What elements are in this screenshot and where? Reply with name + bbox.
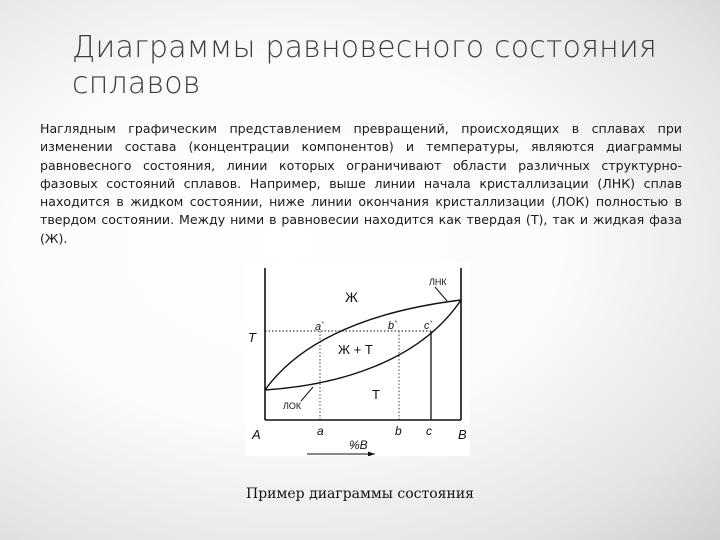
slide-paragraph: Наглядным графическим представлением превращений, происходящих в сплавах при изменении состава (концентрации компонентов) и температуры, являются диаграммы равновесного состояния, линии которых ограничивают области различных структурно-фазовых состояний сплавов. Например, выше линии начала кристаллизации (ЛНК) сплав находится в жидком состоянии, ниже линии окончания кристаллизации (ЛОК) полностью в твердом состоянии. Между ними в равновесии находится как твердая (Т), так и жидкая фаза (Ж).: [40, 121, 682, 246]
axis-point-c: c: [426, 424, 432, 438]
phase-diagram: [245, 263, 470, 456]
solidus-label: ЛОК: [283, 401, 302, 411]
point-a-upper-label: a`: [315, 321, 325, 333]
solidus-leader: [301, 387, 313, 401]
region-solid-label: Т: [372, 387, 380, 402]
liquidus-label: ЛНК: [429, 277, 447, 287]
slide-title: Диаграммы равновесного состояния сплавов: [72, 30, 657, 101]
component-a-label: A: [252, 427, 261, 442]
phase-diagram-figure: [245, 263, 470, 456]
arrowhead-icon: [368, 452, 375, 457]
liquidus-leader: [435, 287, 447, 301]
region-two-phase-label: Ж + Т: [338, 342, 373, 357]
axis-point-b: b: [395, 424, 402, 438]
axis-point-a: a: [317, 424, 324, 438]
figure-caption: Пример диаграммы состояния: [245, 486, 474, 502]
component-b-label: B: [458, 427, 467, 442]
point-b-upper-label: b`: [388, 320, 398, 332]
concentration-axis-label: %B: [349, 438, 368, 452]
region-liquid-label: Ж: [345, 289, 358, 305]
point-c-upper-label: c`: [424, 320, 434, 332]
temperature-label: T: [248, 330, 256, 345]
